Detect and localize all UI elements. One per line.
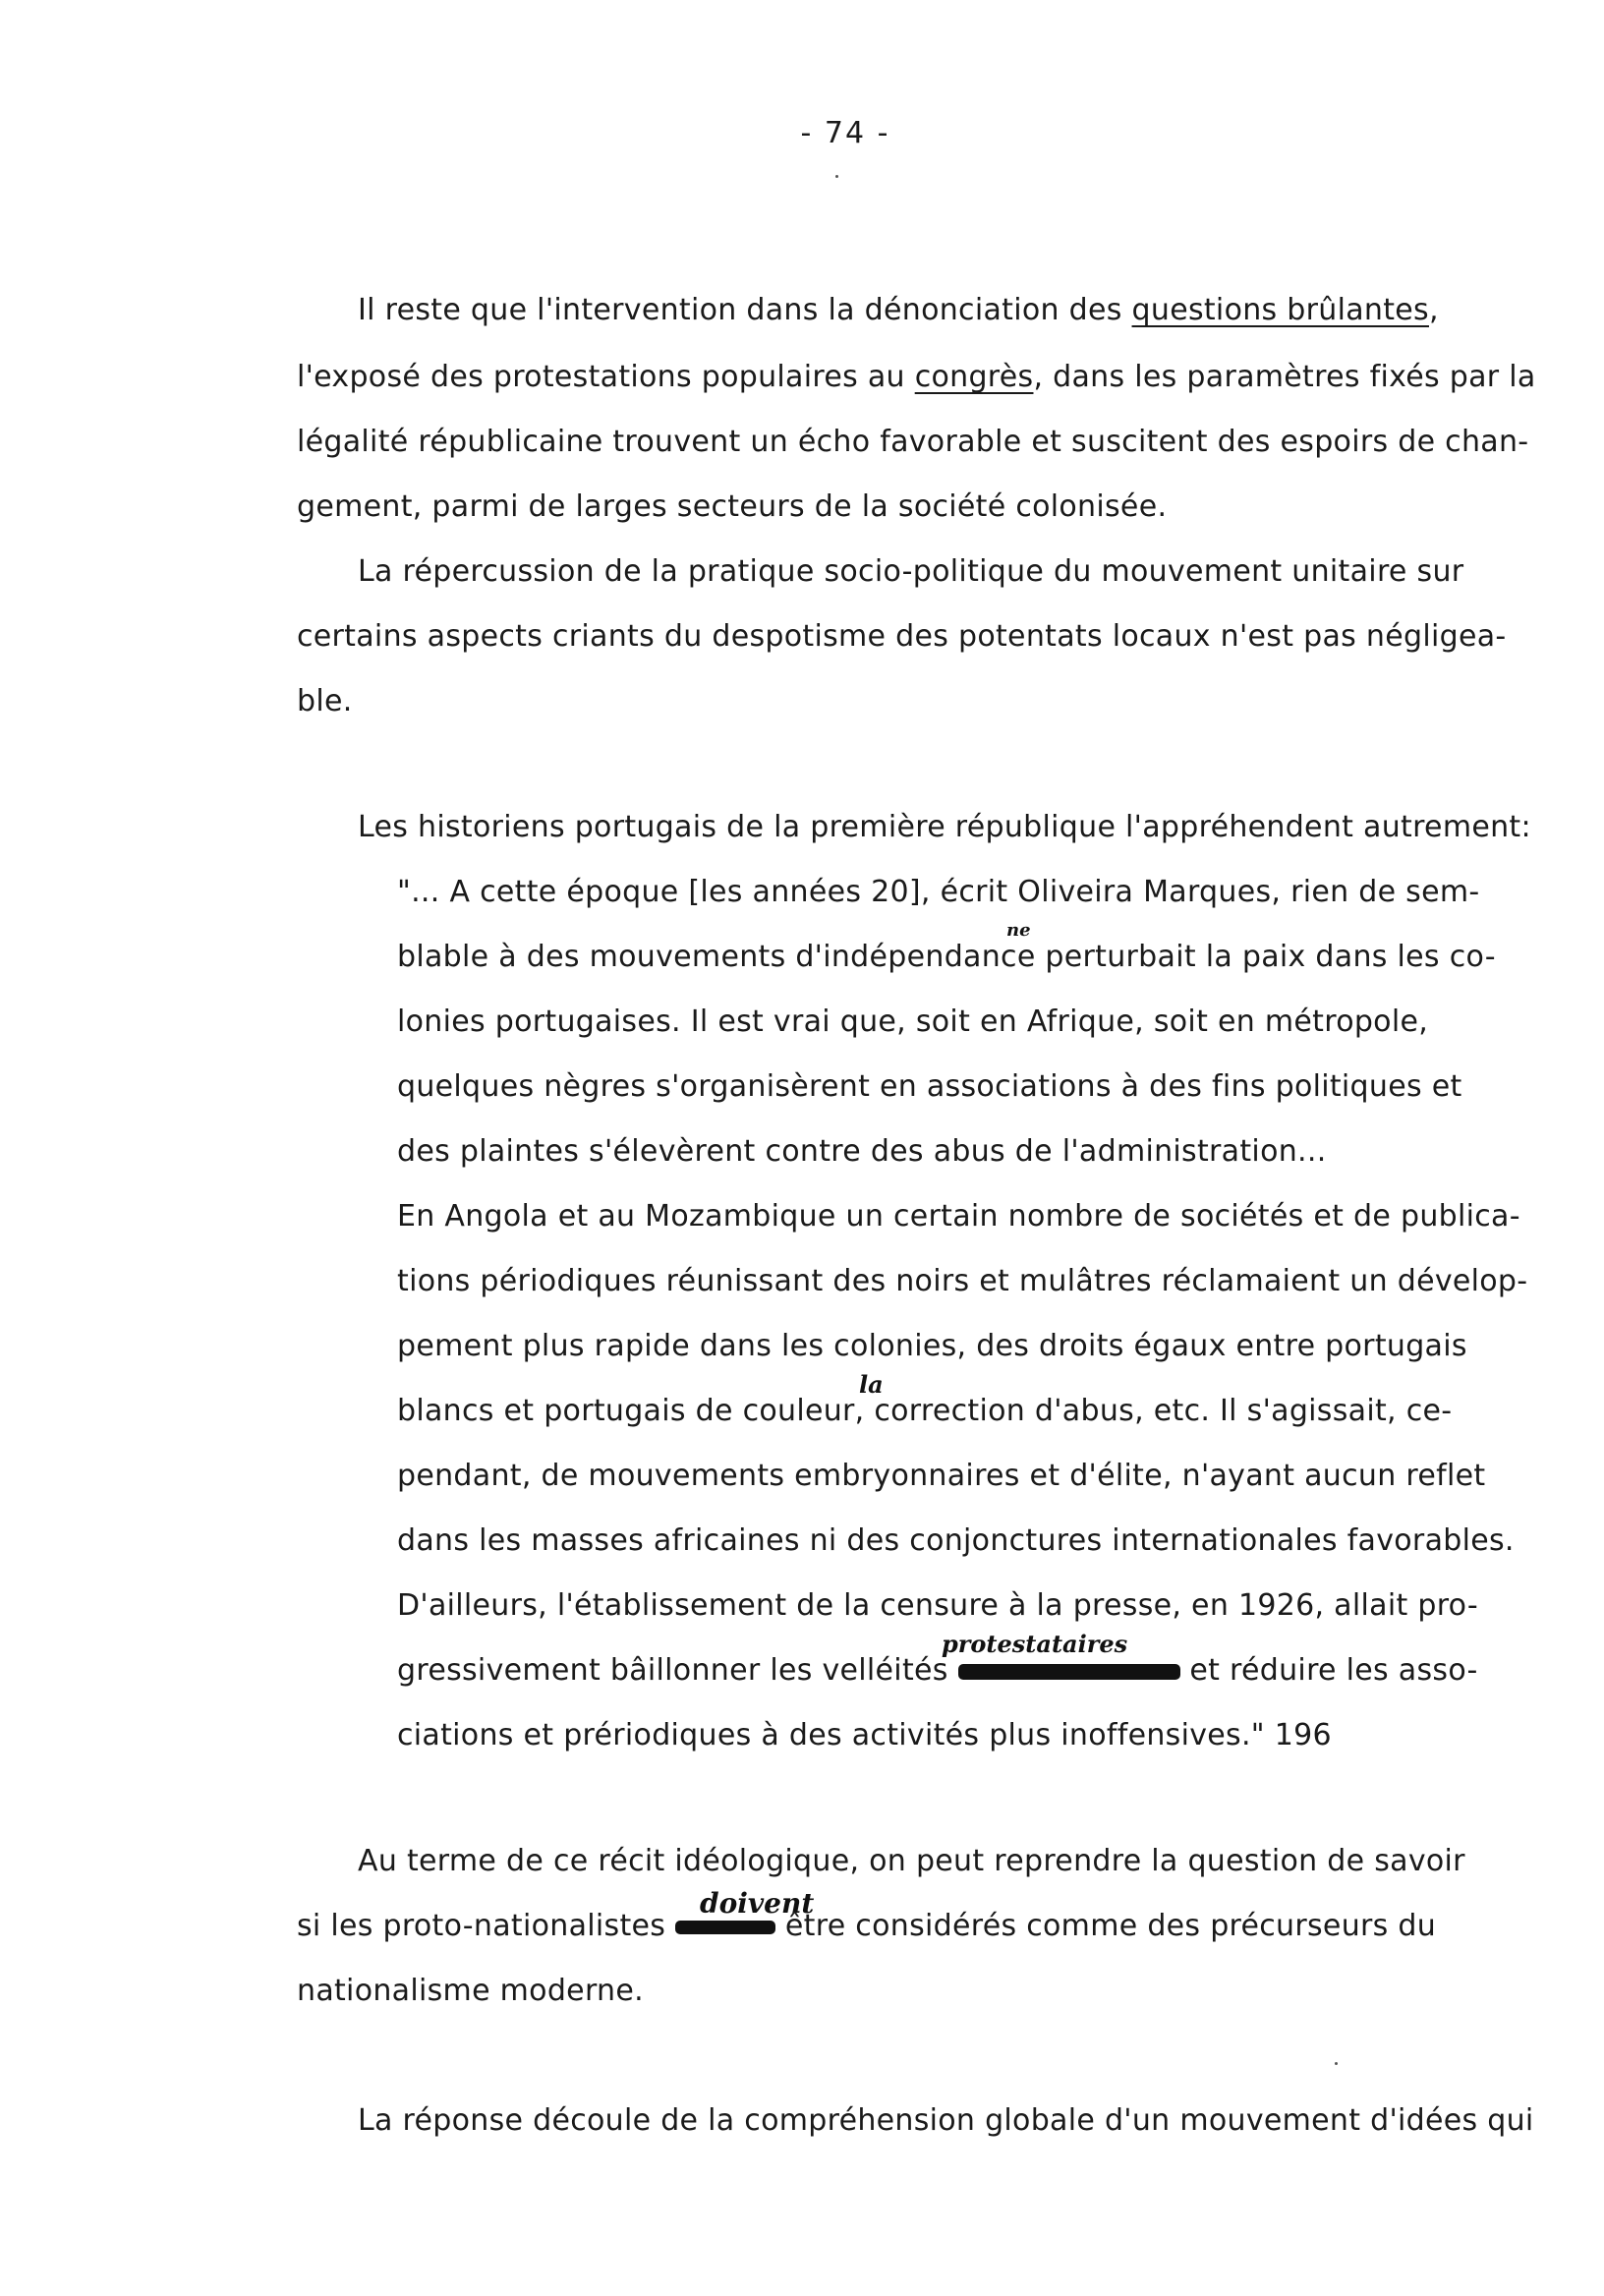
scan-speck [1335,2062,1338,2065]
paragraph-4-line-2 [297,1907,1436,1946]
paragraph-4-line-3: nationalisme moderne. [297,1974,644,2008]
quote-line-2: blable à des mouvements d'indépendance perturbait la paix dans les co- [397,940,1496,974]
quote-line-6: En Angola et au Mozambique un certain nombre de sociétés et de publica- [397,1199,1520,1234]
scan-speck [835,175,838,178]
paragraph-1-line-4: gement, parmi de larges secteurs de la société colonisée. [297,489,1168,524]
quote-line-9: blancs et portugais de couleur, correction d'abus, etc. Il s'agissait, ce- [397,1394,1453,1428]
crossed-out-word [958,1664,1180,1680]
quote-line-4: quelques nègres s'organisèrent en associations à des fins politiques et [397,1069,1462,1104]
quote-line-7: tions périodiques réunissant des noirs et mulâtres réclamaient un dévelop- [397,1264,1528,1298]
text-segment: , dans les paramètres fixés par la [1033,360,1536,394]
quote-line-5: des plaintes s'élevèrent contre des abus de l'administration... [397,1134,1327,1169]
quote-line-3: lonies portugaises. Il est vrai que, soit en Afrique, soit en métropole, [397,1004,1429,1039]
text-segment: , [1428,293,1439,327]
text-segment: et réduire les asso- [1189,1653,1478,1688]
handwritten-insertion-ne: ne [1006,920,1031,941]
underlined-phrase: questions brûlantes [1131,293,1429,327]
paragraph-2-line-2: certains aspects criants du despotisme des potentats locaux n'est pas négligea- [297,619,1507,654]
text-segment: l'exposé des protestations populaires au [297,360,915,394]
paragraph-5-line-1: La réponse découle de la compréhension globale d'un mouvement d'idées qui [358,2103,1534,2138]
paragraph-1-line-2 [297,358,1536,397]
paragraph-1-line-3: légalité républicaine trouvent un écho favorable et suscitent des espoirs de chan- [297,425,1529,459]
handwritten-insertion-doivent: doivent [700,1887,815,1920]
text-segment: Il reste que l'intervention dans la dénonciation des [358,293,1132,327]
quote-line-11: dans les masses africaines ni des conjonctures internationales favorables. [397,1523,1515,1558]
quote-line-12: D'ailleurs, l'établissement de la censure à la presse, en 1926, allait pro- [397,1588,1479,1623]
quote-line-8: pement plus rapide dans les colonies, des droits égaux entre portugais [397,1329,1467,1363]
paragraph-2-line-3: ble. [297,684,353,718]
paragraph-1-line-1 [358,291,1439,330]
text-segment: si les proto-nationalistes [297,1909,666,1943]
paragraph-4-line-1: Au terme de ce récit idéologique, on peut reprendre la question de savoir [358,1844,1465,1878]
quote-line-14: ciations et prériodiques à des activités plus inoffensives." 196 [397,1718,1332,1752]
quote-line-13 [397,1651,1478,1691]
text-segment: être considérés comme des précurseurs du [784,1909,1437,1943]
page-number: - 74 - [800,116,890,150]
paragraph-3-line-1: Les historiens portugais de la première république l'appréhendent autrement: [358,810,1531,844]
quote-line-1: "... A cette époque [les années 20], écrit Oliveira Marques, rien de sem- [397,875,1480,909]
handwritten-insertion-protestataires: protestataires [942,1630,1128,1658]
text-segment: gressivement bâillonner les velléités [397,1653,948,1688]
paragraph-2-line-1: La répercussion de la pratique socio-politique du mouvement unitaire sur [358,554,1464,589]
crossed-out-word [675,1921,775,1934]
underlined-phrase: congrès [914,360,1034,394]
quote-line-10: pendant, de mouvements embryonnaires et d'élite, n'ayant aucun reflet [397,1459,1486,1493]
handwritten-insertion-la: la [859,1370,884,1399]
